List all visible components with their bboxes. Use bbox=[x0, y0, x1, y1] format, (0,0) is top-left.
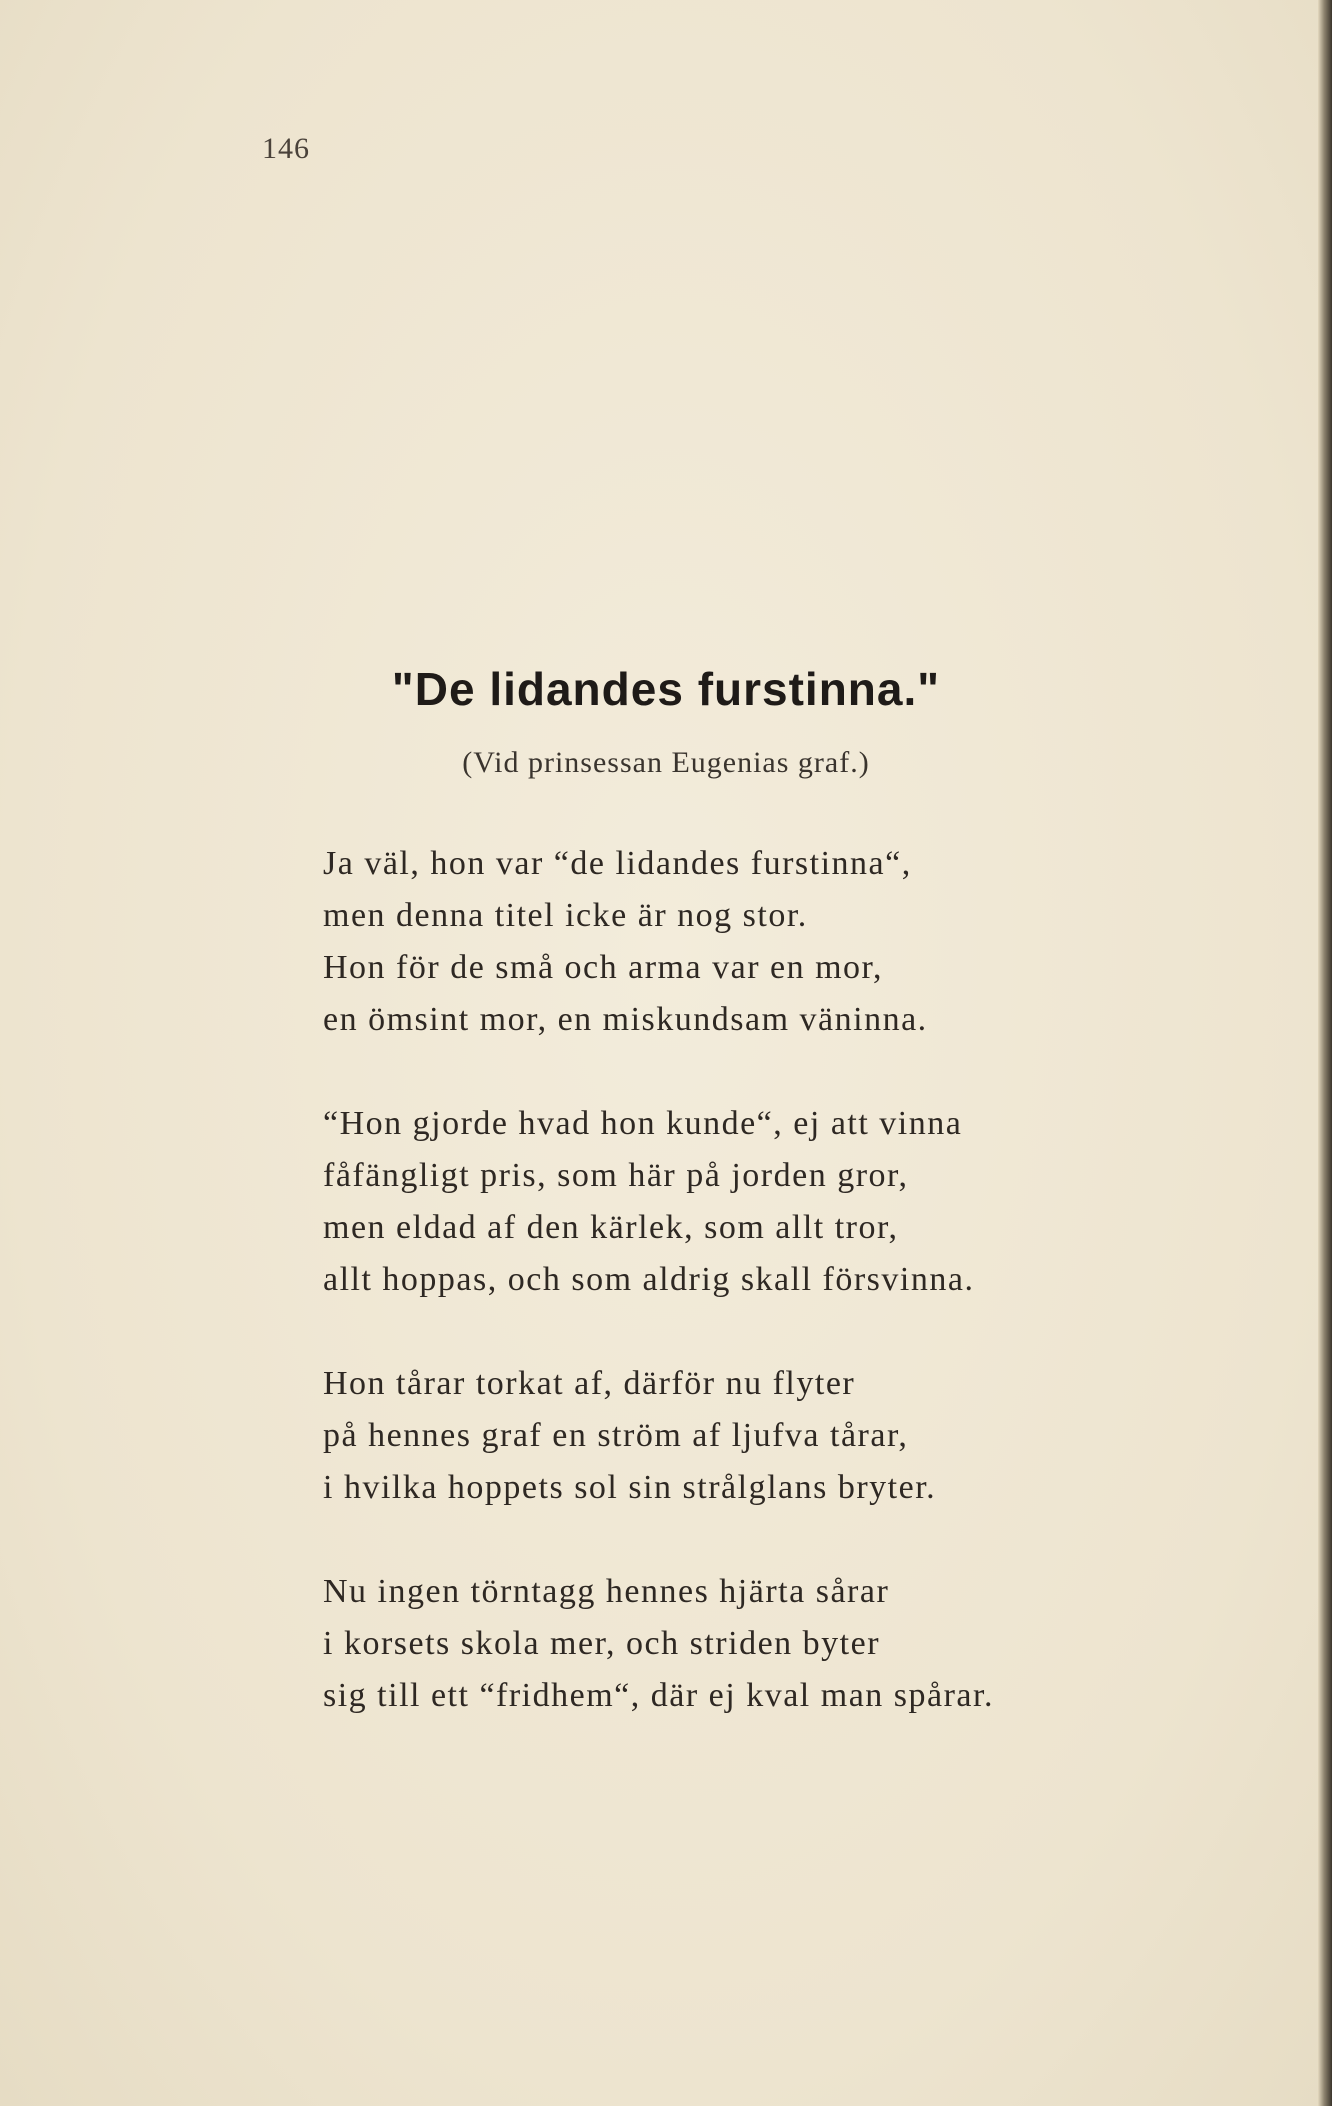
poem-title: "De lidandes furstinna." bbox=[391, 663, 941, 715]
poem-line: men eldad af den kärlek, som allt tror, bbox=[323, 1209, 899, 1246]
stanza-4 bbox=[323, 1566, 1223, 1722]
poem-line: allt hoppas, och som aldrig skall försvinna. bbox=[323, 1261, 975, 1298]
poem-line: Hon tårar torkat af, därför nu flyter bbox=[323, 1365, 856, 1402]
poem-line: i hvilka hoppets sol sin strålglans bryter. bbox=[323, 1469, 937, 1506]
stanza-3 bbox=[323, 1358, 1223, 1514]
poem-body bbox=[323, 838, 1223, 1774]
poem-line: i korsets skola mer, och striden byter bbox=[323, 1625, 881, 1662]
stanza-1 bbox=[323, 838, 1223, 1046]
poem-line: men denna titel icke är nog stor. bbox=[323, 897, 808, 934]
poem-line: Ja väl, hon var “de lidandes furstinna“, bbox=[323, 845, 912, 882]
poem-line: sig till ett “fridhem“, där ej kval man spårar. bbox=[323, 1677, 994, 1714]
poem-subtitle: (Vid prinsessan Eugenias graf.) bbox=[462, 746, 870, 779]
poem-line: på hennes graf en ström af ljufva tårar, bbox=[323, 1417, 909, 1454]
poem-line: Hon för de små och arma var en mor, bbox=[323, 949, 884, 986]
poem-line: en ömsint mor, en miskundsam väninna. bbox=[323, 1001, 928, 1038]
page-number: 146 bbox=[262, 132, 310, 165]
poem-line: fåfängligt pris, som här på jorden gror, bbox=[323, 1157, 909, 1194]
page-edge-shadow bbox=[1318, 0, 1332, 2106]
poem-line: “Hon gjorde hvad hon kunde“, ej att vinna bbox=[323, 1105, 963, 1142]
poem-line: Nu ingen törntagg hennes hjärta sårar bbox=[323, 1573, 890, 1610]
stanza-2 bbox=[323, 1098, 1223, 1306]
